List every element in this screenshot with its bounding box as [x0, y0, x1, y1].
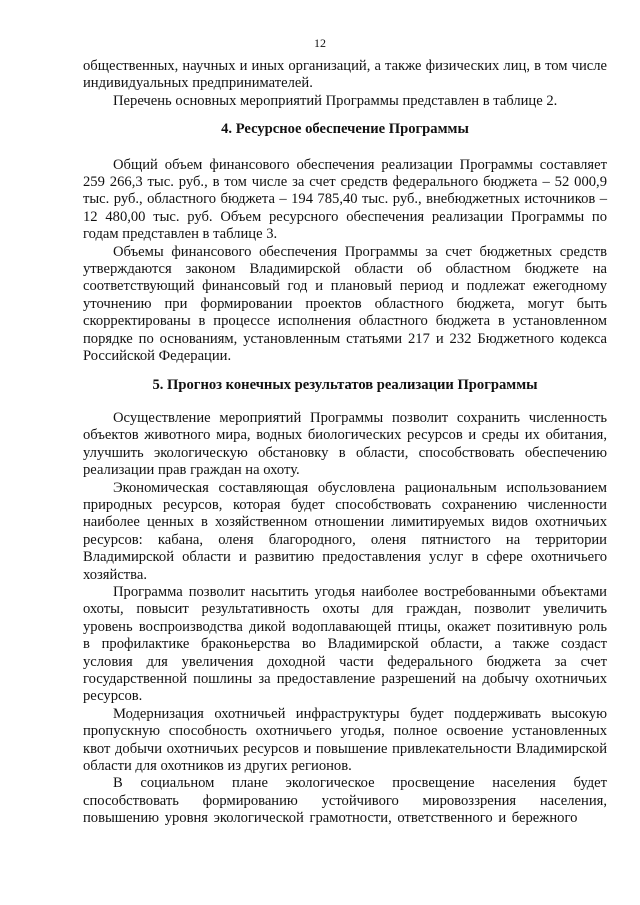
page-number: 12: [314, 36, 326, 50]
paragraph-wildlife: Осуществление мероприятий Программы позволит сохранить численность объектов животного мира, водных биологических ресурсов и среды их обитания, улучшить экологическую обстановку в области, способствовать обеспечению реализации прав граждан на охоту.: [83, 409, 607, 479]
paragraph-hunting-grounds: Программа позволит насытить угодья наиболее востребованными объектами охоты, повысит результативность охоты для граждан, позволит увеличить уровень воспроизводства дикой водоплавающей птицы, окажет позитивную роль в профилактике браконьерства во Владимирской области, а также создаст условия для увеличения доходной части федерального бюджета за счет государственной пошлины за предоставление разрешений на добычу охотничьих ресурсов.: [83, 583, 607, 705]
paragraph-funding-law: Объемы финансового обеспечения Программы за счет бюджетных средств утверждаются законом Владимирской области об областном бюджете на соответствующий финансовый год и плановый период и подлежат ежегодному уточнению при формировании проектов областного бюджета, могут быть скорректированы в процессе исполнения областного бюджета в установленном порядке по основаниям, установленным статьями 217 и 232 Бюджетного кодекса Российской Федерации.: [83, 243, 607, 365]
section-heading-resources: 4. Ресурсное обеспечение Программы: [221, 121, 469, 138]
paragraph-infrastructure: Модернизация охотничьей инфраструктуры будет поддерживать высокую пропускную способность охотничьего угодья, полное освоение установленных квот добычи охотничьих ресурсов и повышение привлекательности Владимирской области для охотников из других регионов.: [83, 705, 607, 775]
paragraph-economic: Экономическая составляющая обусловлена рациональным использованием природных ресурсов, которая будет способствовать сохранению численности наиболее ценных в хозяйственном отношении лимитируемых видов охотничьих ресурсов: кабана, оленя благородного, оленя пятнистого на территории Владимирской области и развитию предоставления услуг в сфере охотничьего хозяйства.: [83, 479, 607, 583]
document-body: [83, 58, 607, 828]
section-heading-forecast: 5. Прогноз конечных результатов реализации Программы: [152, 376, 538, 393]
paragraph-funding-total: Общий объем финансового обеспечения реализации Программы составляет 259 266,3 тыс. руб., в том числе за счет средств федерального бюджета – 52 000,9 тыс. руб., областного бюджета – 194 785,40 тыс. руб., внебюджетных источников – 12 480,00 тыс. руб. Объем ресурсного обеспечения реализации Программы по годам представлен в таблице 3.: [83, 156, 607, 243]
paragraph-social: В социальном плане экологическое просвещение населения будет способствовать формированию устойчивого мировоззрения населения, повышению уровня экологической грамотности, ответственного и бережного: [83, 775, 607, 827]
paragraph-activities-list: Перечень основных мероприятий Программы представлен в таблице 2.: [113, 92, 558, 109]
paragraph-continuation: общественных, научных и иных организаций, а также физических лиц, в том числе индивидуальных предпринимателей.: [83, 58, 607, 92]
